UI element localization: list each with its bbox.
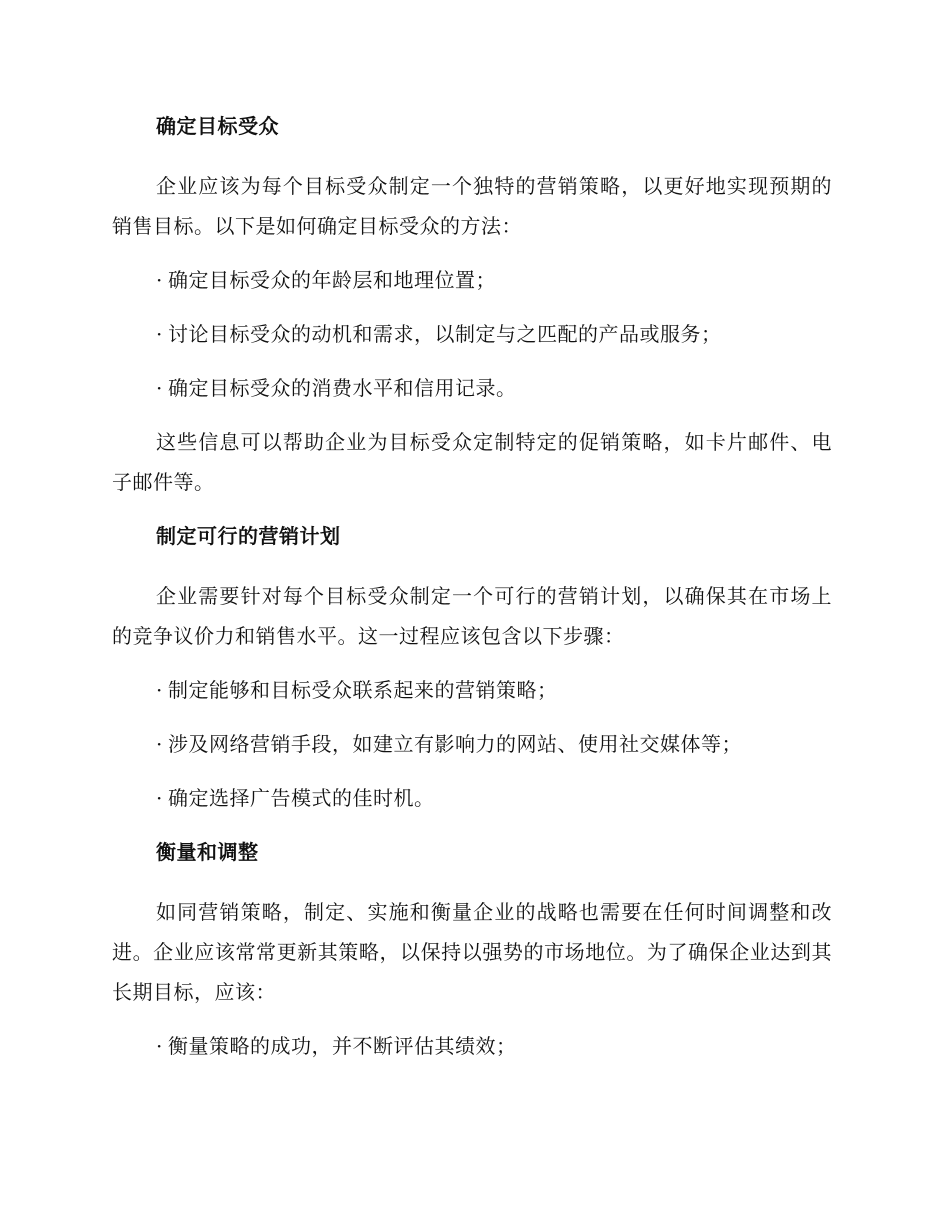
- bullet-text: 确定目标受众的消费水平和信用记录。: [168, 376, 517, 400]
- section-intro-paragraph: 企业应该为每个目标受众制定一个独特的营销策略，以更好地实现预期的销售目标。以下是如何确定目标受众的方法：: [112, 174, 832, 238]
- section-marketing-plan: [112, 516, 832, 818]
- bullet-text: 制定能够和目标受众联系起来的营销策略；: [168, 678, 558, 702]
- bullet-item: [112, 260, 832, 300]
- bullet-text: 涉及网络营销手段，如建立有影响力的网站、使用社交媒体等；: [168, 732, 742, 756]
- section-outro-paragraph: 这些信息可以帮助企业为目标受众定制特定的促销策略，如卡片邮件、电子邮件等。: [112, 430, 832, 494]
- bullet-item: [112, 368, 832, 408]
- bullet-dot-icon: ·: [156, 376, 163, 400]
- bullet-text: 确定选择广告模式的佳时机。: [168, 786, 435, 810]
- bullet-dot-icon: ·: [156, 1034, 163, 1058]
- bullet-item: [112, 670, 832, 710]
- section-intro-paragraph: 企业需要针对每个目标受众制定一个可行的营销计划，以确保其在市场上的竞争议价力和销售水平。这一过程应该包含以下步骤：: [112, 584, 832, 648]
- bullet-text: 衡量策略的成功，并不断评估其绩效；: [168, 1034, 517, 1058]
- bullet-text: 讨论目标受众的动机和需求，以制定与之匹配的产品或服务；: [168, 322, 722, 346]
- section-heading: 衡量和调整: [156, 840, 259, 864]
- bullet-item: [112, 1026, 832, 1066]
- section-measure-adjust: [112, 832, 832, 1066]
- section-heading: 确定目标受众: [156, 114, 279, 138]
- bullet-item: [112, 314, 832, 354]
- section-intro-paragraph: 如同营销策略，制定、实施和衡量企业的战略也需要在任何时间调整和改进。企业应该常常更新其策略，以保持以强势的市场地位。为了确保企业达到其长期目标，应该：: [112, 900, 832, 1004]
- section-target-audience: [112, 106, 832, 502]
- bullet-text: 确定目标受众的年龄层和地理位置；: [168, 268, 496, 292]
- bullet-dot-icon: ·: [156, 786, 163, 810]
- document-body: [112, 106, 832, 1080]
- bullet-dot-icon: ·: [156, 732, 163, 756]
- bullet-dot-icon: ·: [156, 268, 163, 292]
- bullet-dot-icon: ·: [156, 678, 163, 702]
- bullet-item: [112, 778, 832, 818]
- section-heading: 制定可行的营销计划: [156, 524, 341, 548]
- bullet-item: [112, 724, 832, 764]
- bullet-dot-icon: ·: [156, 322, 163, 346]
